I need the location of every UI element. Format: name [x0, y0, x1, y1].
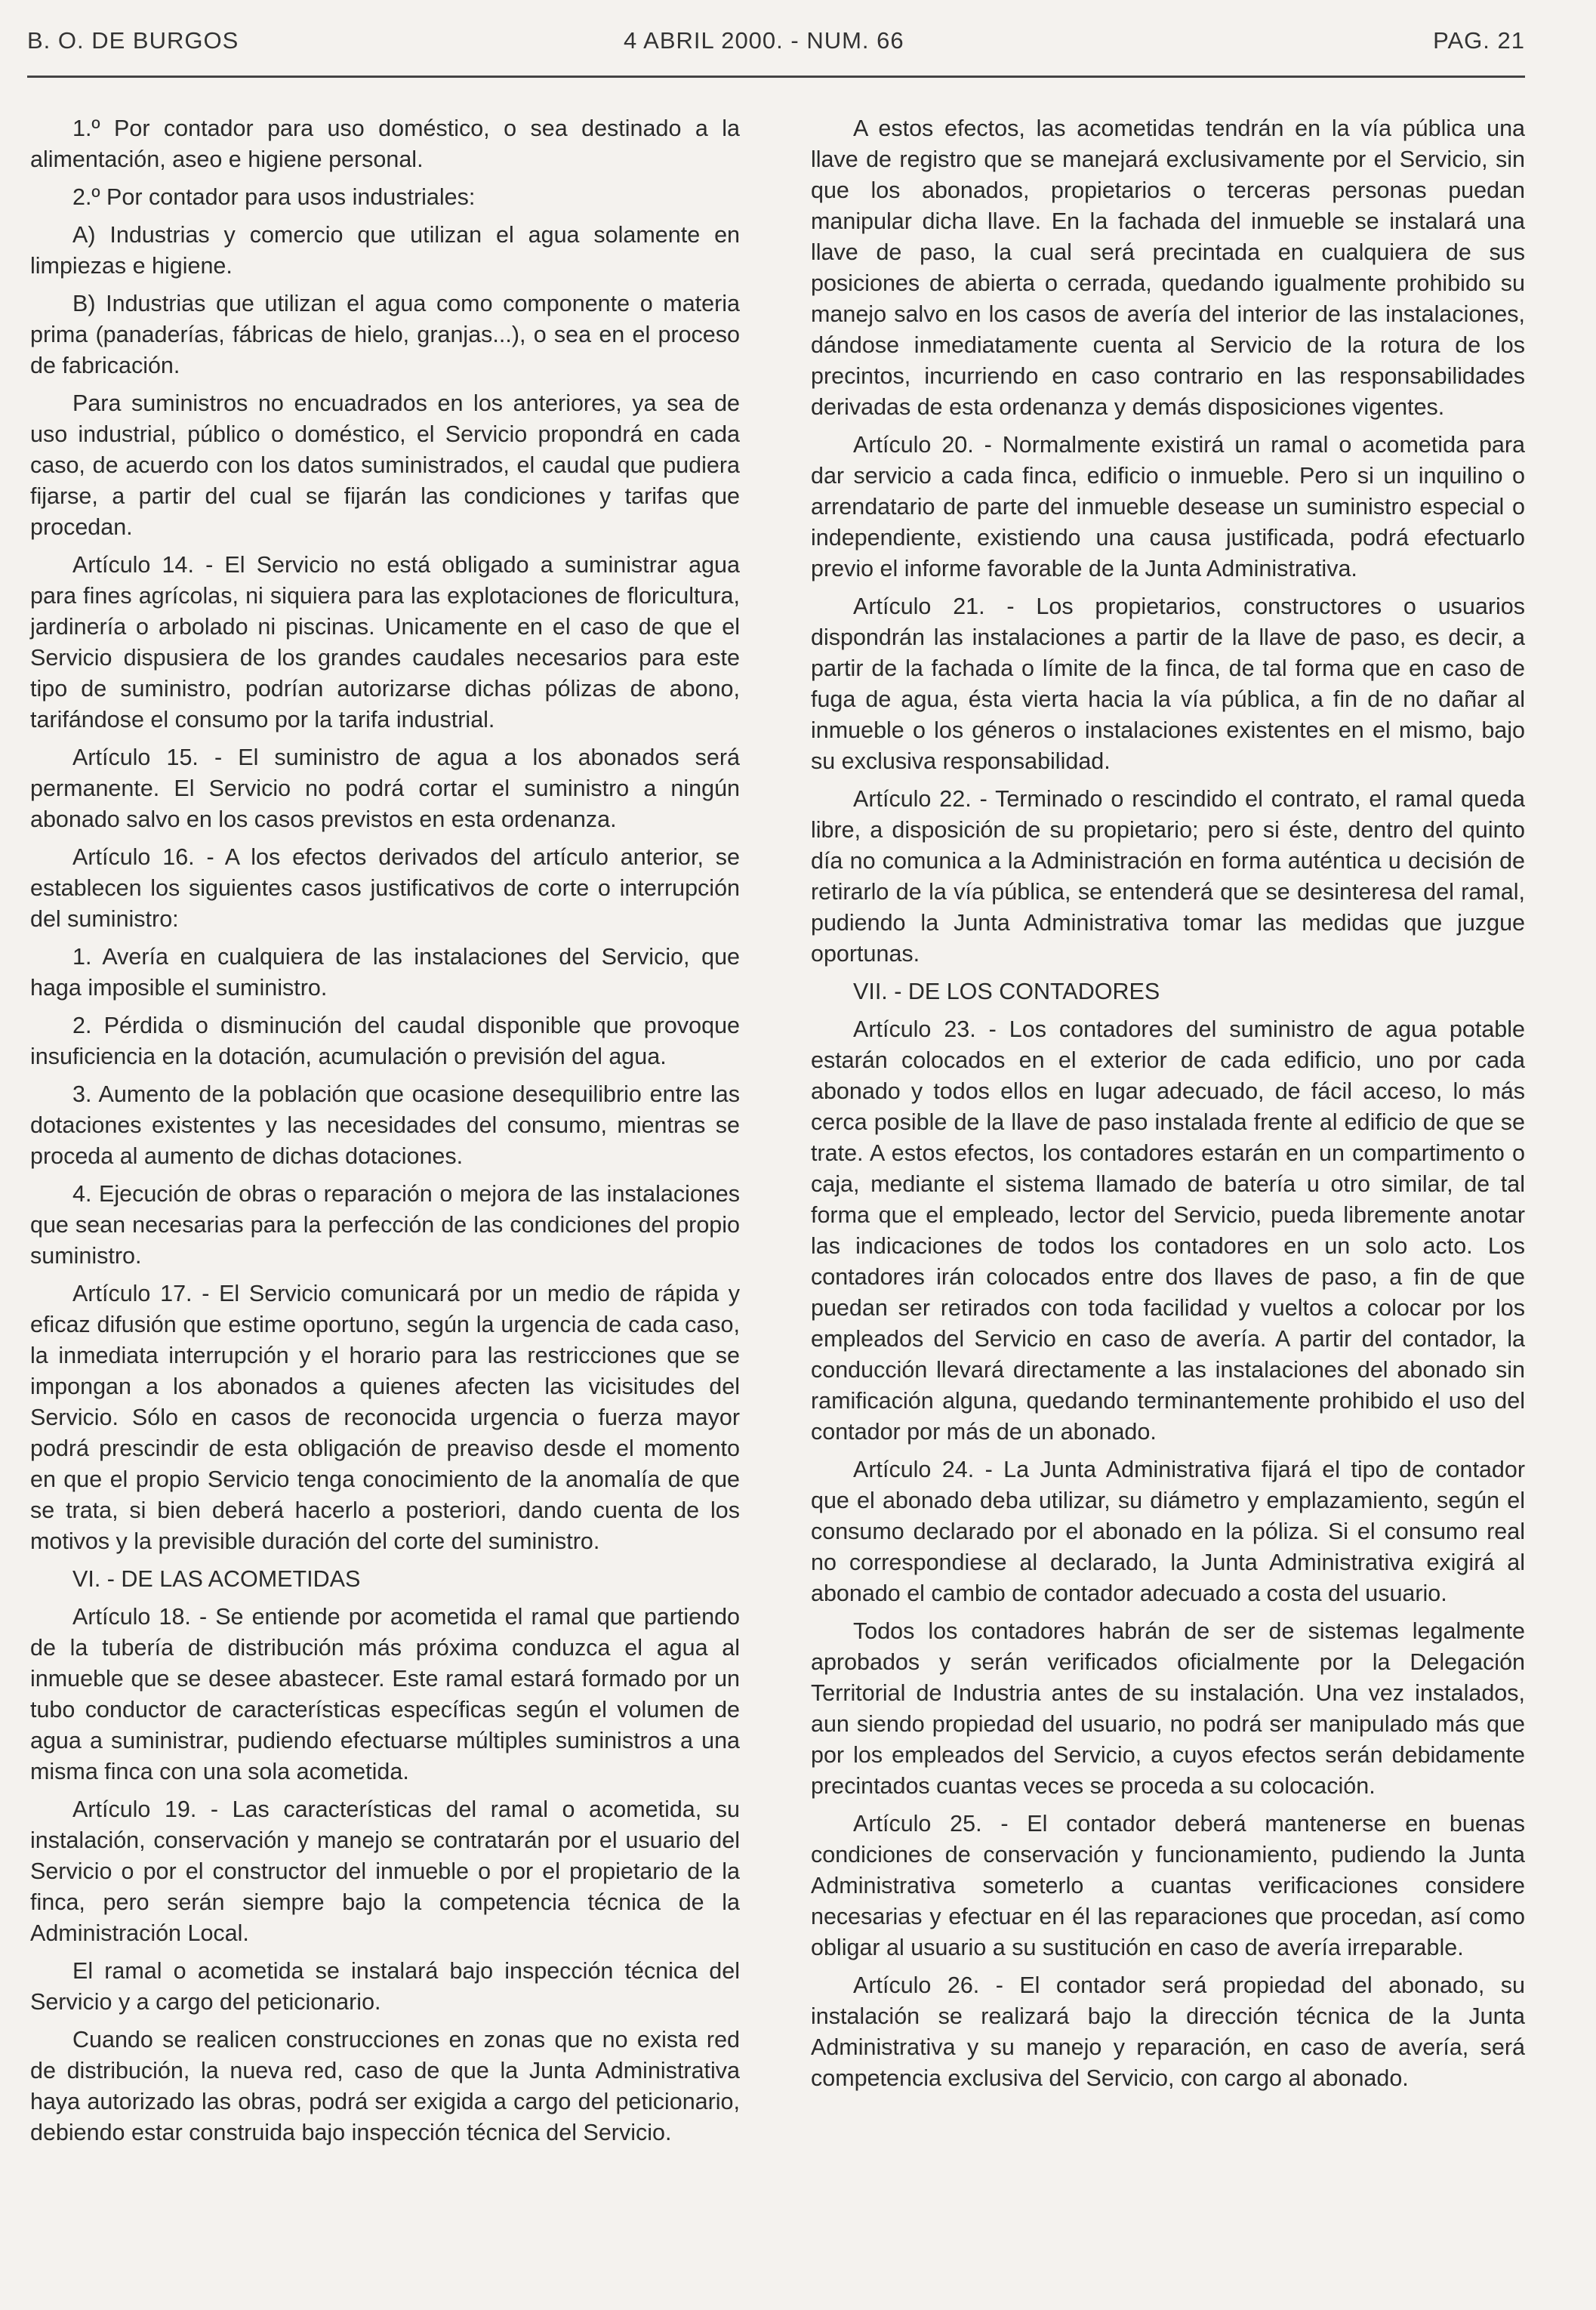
publication-name: B. O. DE BURGOS	[27, 27, 239, 54]
list-item: 4. Ejecución de obras o reparación o mejora de las instalaciones que sean necesarias para la perfección de las condiciones del propio suministro.	[30, 1181, 740, 1269]
left-column	[30, 113, 740, 2155]
article-14: Artículo 14. - El Servicio no está obligado a suministrar agua para fines agrícolas, ni siquiera para las explotaciones de floricultura, jardinería o arbolado ni piscinas. Unicamente en el caso de que el Servicio dispusiera de los grandes caudales necesarios para este tipo de suministro, podrían autorizarse dichas pólizas de abono, tarifándose el consumo por la tarifa industrial.	[30, 552, 740, 732]
issue-date: 4 ABRIL 2000. - NUM. 66	[624, 27, 904, 54]
article-20: Artículo 20. - Normalmente existirá un ramal o acometida para dar servicio a cada finca, edificio o inmueble. Pero si un inquilino o arrendatario de parte del inmueble desease un suministro especial o independiente, existiendo una causa justificada, podrá efectuarlo previo el informe favorable de la Junta Administrativa.	[811, 432, 1525, 581]
article-23: Artículo 23. - Los contadores del suministro de agua potable estarán colocados en el exterior de cada edificio, uno por cada abonado y todos ellos en lugar adecuado, de fácil acceso, lo más cerca posible de la llave de paso instalada frente al edificio de que se trate. A estos efectos, los contadores estarán en un compartimento o caja, mediante el sistema llamado de batería u otro similar, de tal forma que el empleado, lector del Servicio, pueda libremente anotar las indicaciones de todos los contadores en un solo acto. Los contadores irán colocados entre dos llaves de paso, a fin de que puedan ser retirados con toda facilidad y vueltos a colocar por los empleados del Servicio en caso de avería. A partir del contador, la conducción llevará directamente a las instalaciones del abonado sin ramificación alguna, quedando terminantemente prohibido el uso del contador por más de un abonado.	[811, 1016, 1525, 1445]
paragraph: Para suministros no encuadrados en los anteriores, ya sea de uso industrial, público o doméstico, el Servicio propondrá en cada caso, de acuerdo con los datos suministrados, el caudal que pudiera fijarse, a partir del cual se fijarán las condiciones y tarifas que procedan.	[30, 390, 740, 540]
paragraph: A estos efectos, las acometidas tendrán en la vía pública una llave de registro que se manejará exclusivamente por el Servicio, sin que los abonados, propietarios o terceras personas puedan manipular dicha llave. En la fachada del inmueble se instalará una llave de paso, la cual será precintada en cualquiera de sus posiciones de abierta o cerrada, quedando igualmente prohibido su manejo salvo en los casos de avería del interior de las instalaciones, dándose inmediatamente cuenta al Servicio de la rotura de los precintos, incurriendo en caso contrario en las responsabilidades derivadas de esta ordenanza y demás disposiciones vigentes.	[811, 116, 1525, 420]
section-heading: VII. - DE LOS CONTADORES	[853, 979, 1160, 1004]
article-19: Artículo 19. - Las características del ramal o acometida, su instalación, conservación y manejo se contratarán por el usuario del Servicio o por el constructor del inmueble o por el propietario de la finca, pero serán siempre bajo la competencia técnica de la Administración Local.	[30, 1796, 740, 1946]
paragraph: Todos los contadores habrán de ser de sistemas legalmente aprobados y serán verificados oficialmente por la Delegación Territorial de Industria antes de su instalación. Una vez instalados, aun siendo propiedad del usuario, no podrá ser manipulado más que por los empleados del Servicio, a cuyos efectos serán debidamente precintados cuantas veces se proceda a su colocación.	[811, 1618, 1525, 1799]
paragraph: El ramal o acometida se instalará bajo inspección técnica del Servicio y a cargo del peticionario.	[30, 1958, 740, 2015]
header-rule	[27, 76, 1525, 78]
article-18: Artículo 18. - Se entiende por acometida el ramal que partiendo de la tubería de distribución más próxima conduzca el agua al inmueble que se desee abastecer. Este ramal estará formado por un tubo conductor de características específicas según el volumen de agua a suministrar, pudiendo efectuarse múltiples suministros a una misma finca con una sola acometida.	[30, 1604, 740, 1784]
right-column	[811, 113, 1525, 2101]
article-26: Artículo 26. - El contador será propiedad del abonado, su instalación se realizará bajo la dirección técnica de la Junta Administrativa y su manejo y reparación, en caso de avería, será competencia exclusiva del Servicio, con cargo al abonado.	[811, 1972, 1525, 2091]
page-header	[27, 27, 1525, 63]
paragraph: Cuando se realicen construcciones en zonas que no exista red de distribución, la nueva red, caso de que la Junta Administrativa haya autorizado las obras, podrá ser exigida a cargo del peticionario, debiendo estar construida bajo inspección técnica del Servicio.	[30, 2027, 740, 2145]
article-17: Artículo 17. - El Servicio comunicará por un medio de rápida y eficaz difusión que estime oportuno, según la urgencia de cada caso, la inmediata interrupción y el horario para las restricciones que se impongan a los abonados a quienes afecten las vicisitudes del Servicio. Sólo en casos de reconocida urgencia o fuerza mayor podrá prescindir de esta obligación de preaviso desde el momento en que el propio Servicio tenga conocimiento de la anomalía de que se trata, si bien deberá hacerlo a posteriori, dando cuenta de los motivos y la previsible duración del corte del suministro.	[30, 1281, 740, 1554]
article-16: Artículo 16. - A los efectos derivados del artículo anterior, se establecen los siguientes casos justificativos de corte o interrupción del suministro:	[30, 844, 740, 932]
paragraph: 1.º Por contador para uso doméstico, o sea destinado a la alimentación, aseo e higiene personal.	[30, 116, 740, 172]
article-24: Artículo 24. - La Junta Administrativa fijará el tipo de contador que el abonado deba utilizar, su diámetro y emplazamiento, según el consumo declarado por el abonado en la póliza. Si el consumo real no correspondiese al declarado, la Junta Administrativa exigirá al abonado el cambio de contador adecuado a costa del usuario.	[811, 1457, 1525, 1606]
paragraph: 2.º Por contador para usos industriales:	[72, 184, 476, 210]
article-25: Artículo 25. - El contador deberá mantenerse en buenas condiciones de conservación y funcionamiento, pudiendo la Junta Administrativa someterlo a cuantas verificaciones considere necesarias y efectuar en él las reparaciones que procedan, así como obligar al usuario a su sustitución en caso de avería irreparable.	[811, 1811, 1525, 1960]
paragraph: A) Industrias y comercio que utilizan el agua solamente en limpiezas e higiene.	[30, 222, 740, 279]
article-22: Artículo 22. - Terminado o rescindido el contrato, el ramal queda libre, a disposición de su propietario; pero si éste, dentro del quinto día no comunica a la Administración en forma auténtica u decisión de retirarlo de la vía pública, se entenderá que se desinteresa del ramal, pudiendo la Junta Administrativa tomar las medidas que juzgue oportunas.	[811, 786, 1525, 967]
paragraph: B) Industrias que utilizan el agua como componente o materia prima (panaderías, fábricas de hielo, granjas...), o sea en el proceso de fabricación.	[30, 291, 740, 378]
section-heading: VI. - DE LAS ACOMETIDAS	[72, 1566, 361, 1592]
list-item: 2. Pérdida o disminución del caudal disponible que provoque insuficiencia en la dotación, acumulación o previsión del agua.	[30, 1013, 740, 1069]
article-21: Artículo 21. - Los propietarios, constructores o usuarios dispondrán las instalaciones a partir de la llave de paso, es decir, a partir de la fachada o límite de la finca, de tal forma que en caso de fuga de agua, ésta vierta hacia la vía pública, a fin de no dañar al inmueble o los géneros o instalaciones existentes en el mismo, bajo su exclusiva responsabilidad.	[811, 594, 1525, 774]
article-15: Artículo 15. - El suministro de agua a los abonados será permanente. El Servicio no podrá cortar el suministro a ningún abonado salvo en los casos previstos en esta ordenanza.	[30, 745, 740, 832]
list-item: 1. Avería en cualquiera de las instalaciones del Servicio, que haga imposible el suministro.	[30, 944, 740, 1001]
list-item: 3. Aumento de la población que ocasione desequilibrio entre las dotaciones existentes y las necesidades del consumo, mientras se proceda al aumento de dichas dotaciones.	[30, 1081, 740, 1169]
page-number: PAG. 21	[1433, 27, 1525, 54]
